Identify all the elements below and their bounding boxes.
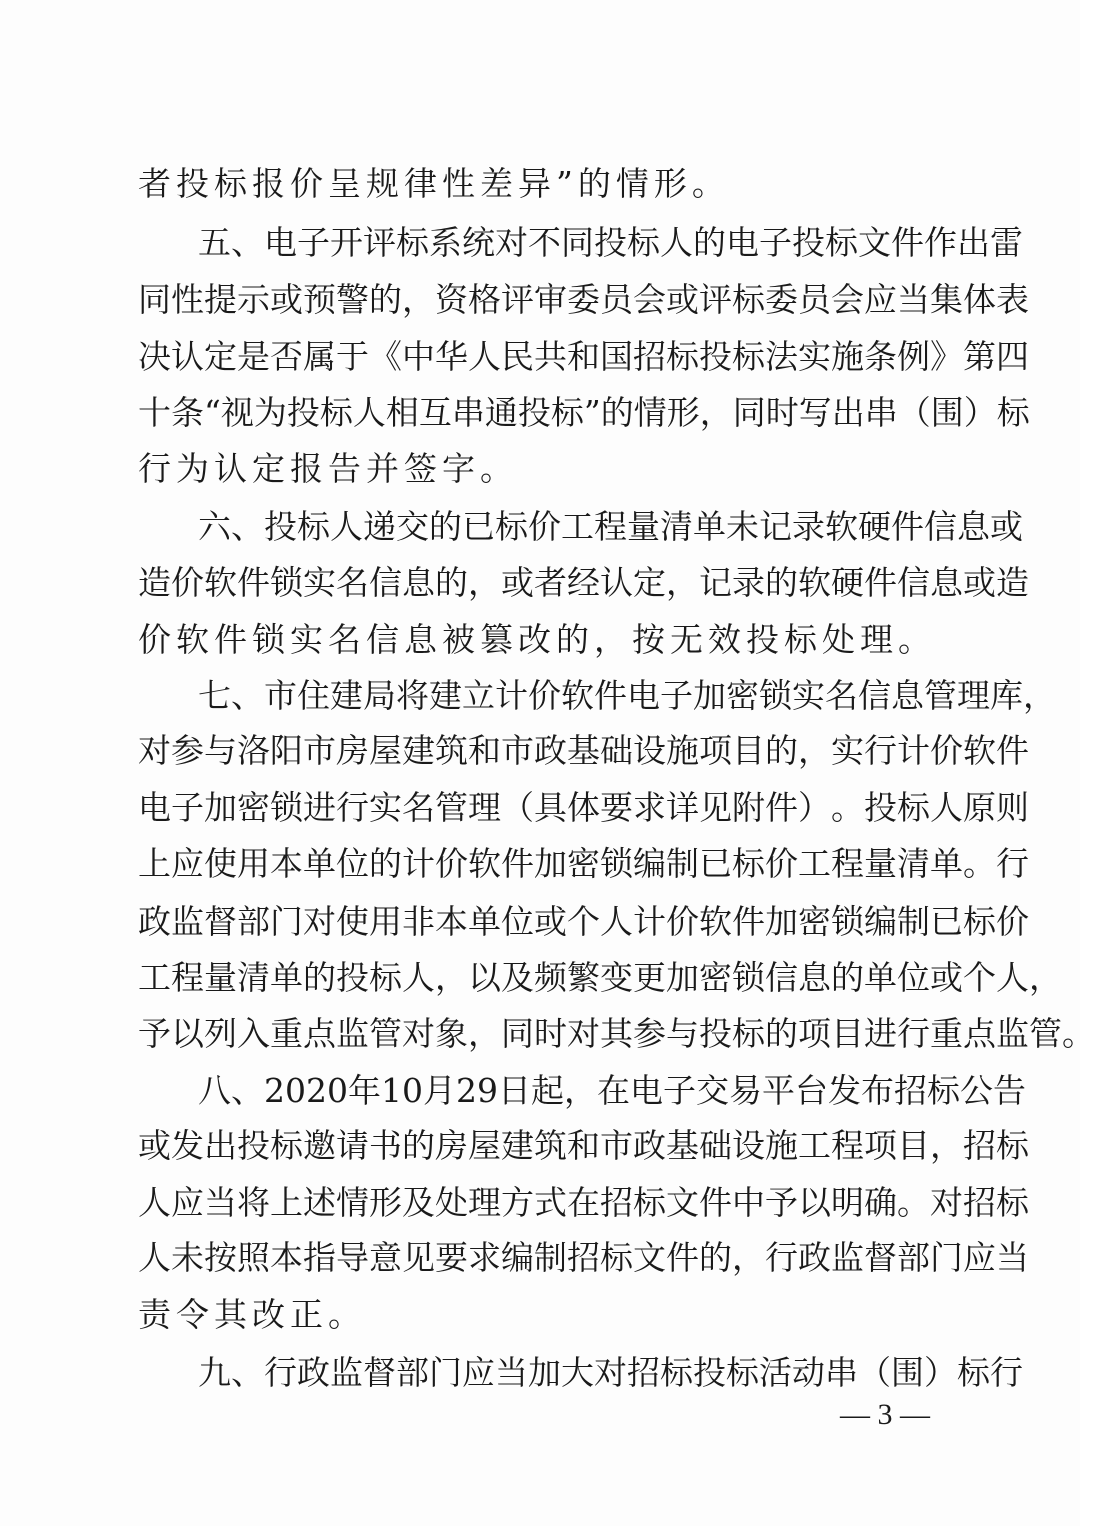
text-line-6: 行为认定报告并签字。 [138, 449, 518, 488]
text-line-8: 造 价 软 件 锁 实 名 信 息 的 ， 或 者 经 认 定 ， 记 录 的 软 硬 件 信 息 或 造 [138, 563, 1029, 602]
text-line-10: 七 、 市 住 建 局 将 建 立 计 价 软 件 电 子 加 密 锁 实 名 信 息 管 理 库 ， [198, 676, 1056, 715]
text-line-7: 六 、 投 标 人 递 交 的 已 标 价 工 程 量 清 单 未 记 录 软 硬 件 信 息 或 [198, 507, 1023, 546]
text-line-11: 对 参 与 洛 阳 市 房 屋 建 筑 和 市 政 基 础 设 施 项 目 的 ， 实 行 计 价 软 件 [138, 731, 1029, 770]
page-number: — 3 — [840, 1398, 930, 1431]
text-line-3: 同 性 提 示 或 预 警 的 ， 资 格 评 审 委 员 会 或 评 标 委 员 会 应 当 集 体 表 [138, 280, 1029, 319]
text-line-14: 政 监 督 部 门 对 使 用 非 本 单 位 或 个 人 计 价 软 件 加 密 锁 编 制 已 标 价 [138, 902, 1029, 941]
text-line-19: 人 应 当 将 上 述 情 形 及 处 理 方 式 在 招 标 文 件 中 予 以 明 确 。 对 招 标 [138, 1183, 1029, 1222]
text-line-5: 十 条 “ 视 为 投 标 人 相 互 串 通 投 标 ” 的 情 形 ， 同 时 写 出 串 （ 围 ） 标 [138, 393, 1030, 432]
text-line-9: 价软件锁实名信息被篡改的，按无效投标处理。 [138, 620, 936, 659]
text-line-1: 者投标报价呈规律性差异”的情形。 [138, 164, 730, 203]
text-line-21: 责令其改正。 [138, 1295, 366, 1334]
text-line-2: 五 、 电 子 开 评 标 系 统 对 不 同 投 标 人 的 电 子 投 标 文 件 作 出 雷 [198, 223, 1023, 262]
text-line-15: 工 程 量 清 单 的 投 标 人 ， 以 及 频 繁 变 更 加 密 锁 信 息 的 单 位 或 个 人 ， [138, 958, 1062, 997]
text-line-13: 上 应 使 用 本 单 位 的 计 价 软 件 加 密 锁 编 制 已 标 价 工 程 量 清 单 。 行 [138, 844, 1029, 883]
text-line-22: 九 、 行 政 监 督 部 门 应 当 加 大 对 招 标 投 标 活 动 串 （ 围 ） 标 行 [198, 1353, 1023, 1392]
text-line-20: 人 未 按 照 本 指 导 意 见 要 求 编 制 招 标 文 件 的 ， 行 政 监 督 部 门 应 当 [138, 1238, 1029, 1277]
text-line-16: 予 以 列 入 重 点 监 管 对 象 ， 同 时 对 其 参 与 投 标 的 项 目 进 行 重 点 监 管 。 [138, 1014, 1095, 1053]
text-line-12: 电 子 加 密 锁 进 行 实 名 管 理 （ 具 体 要 求 详 见 附 件 ） 。 投 标 人 原 则 [138, 788, 1029, 827]
text-line-18: 或 发 出 投 标 邀 请 书 的 房 屋 建 筑 和 市 政 基 础 设 施 工 程 项 目 ， 招 标 [138, 1126, 1029, 1165]
text-line-17: 八 、 2 0 2 0 年 1 0 月 2 9 日 起 ， 在 电 子 交 易 平 台 发 布 招 标 公 告 [198, 1071, 1026, 1110]
text-line-4: 决 认 定 是 否 属 于 《 中 华 人 民 共 和 国 招 标 投 标 法 实 施 条 例 》 第 四 [138, 337, 1029, 376]
